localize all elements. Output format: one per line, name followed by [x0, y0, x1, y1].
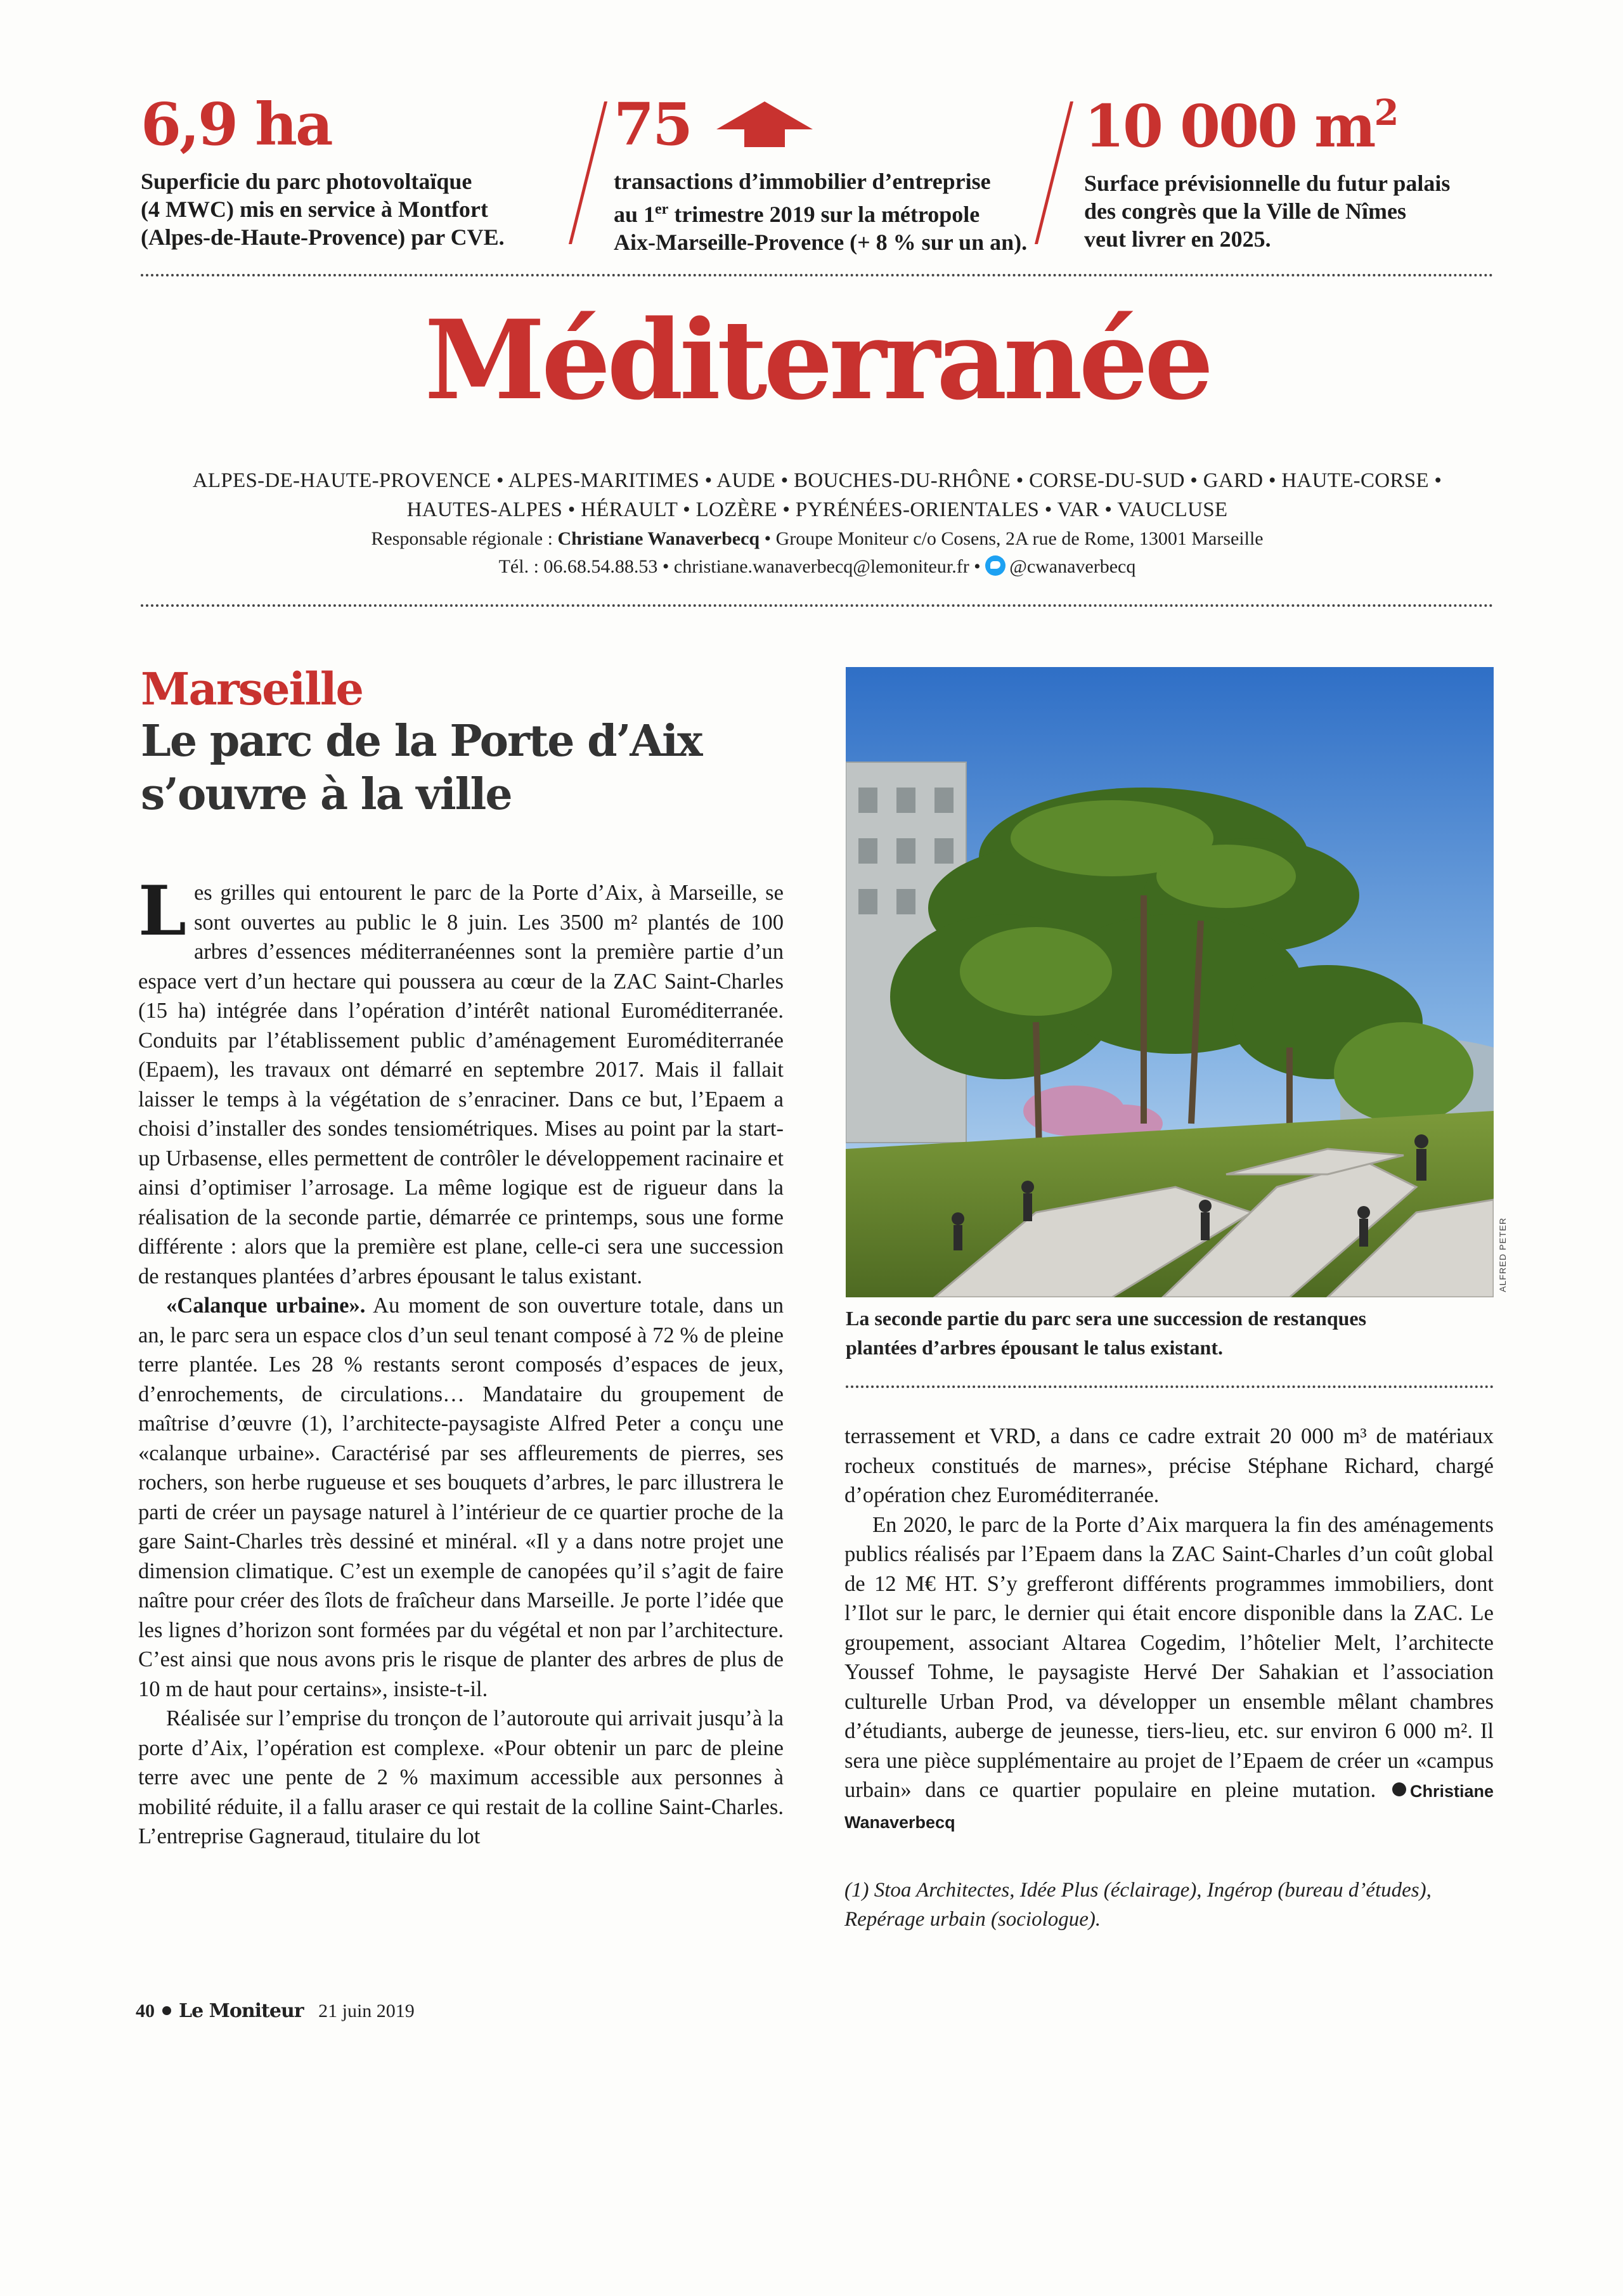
stat-desc-line: Superficie du parc photovoltaïque [141, 169, 472, 194]
issue-date: 21 juin 2019 [318, 2001, 415, 2021]
stat-value: 10 000 $m^2$ [1084, 92, 1397, 160]
stat-desc-line: (Alpes-de-Haute-Provence) par CVE. [141, 224, 505, 250]
trend-up-arrow-icon [714, 99, 815, 150]
contact-line [141, 553, 1494, 581]
article-signature: Christiane Wanaverbecq [844, 1782, 1494, 1832]
contact-line: Responsable régionale : Christiane Wanaverbecq • Groupe Moniteur c/o Cosens, 2A rue de Rome, 13001 Marseille [371, 528, 1264, 549]
stat-description [1084, 169, 1515, 253]
region-list-line: HAUTES-ALPES • HÉRAULT • LOZÈRE • PYRÉNÉES-ORIENTALES • VAR • VAUCLUSE [406, 498, 1228, 521]
article-body-left [138, 871, 784, 1852]
stat-description [614, 167, 1045, 256]
stat-block-1 [141, 90, 585, 251]
stat-block-3 [1084, 92, 1515, 253]
stat-desc-line: Aix-Marseille-Provence (+ 8 % sur un an). [614, 230, 1028, 255]
publication-name: Le Moniteur [179, 2000, 304, 2022]
park-illustration [846, 667, 1494, 1297]
footnote: (1) Stoa Architectes, Idée Plus (éclairage), Ingérop (bureau d’études), Repérage urbain (sociologue). [844, 1879, 1432, 1931]
twitter-bird-icon [985, 555, 1005, 576]
end-bullet-icon [1392, 1782, 1406, 1796]
contact-phone-email: Tél. : 06.68.54.88.53 • christiane.wanaverbecq@lemoniteur.fr • [498, 556, 986, 577]
regional-contact [141, 525, 1494, 581]
page-number: 40 [136, 2001, 155, 2021]
dotted-divider [141, 604, 1494, 607]
page-footer [136, 2000, 415, 2022]
contact-name: Christiane Wanaverbecq [557, 528, 760, 549]
paragraph: En 2020, le parc de la Porte d’Aix marquera la fin des aménagements publics réalisés par l’Epaem dans la ZAC Saint-Charles d’un coût global de 12 M€ HT. S’y grefferont différents programmes immobiliers, dont l’Ilot sur le parc, le dernier qui était encore disponible dans la ZAC. Le groupement, associant Altarea Cogedim, l’hôtelier Melt, l’architecte Youssef Tohme, le paysagiste Hervé Der Sahakian et l’association culturelle Urban Prod, va développer un ensemble mêlant chambres d’étudiants, auberge de jeunesse, tiers-lieu, etc. sur environ 6 000 m². Il sera une pièce supplémentaire au projet de l’Epaem de créer un «campus urbain» dans ce quartier populaire en pleine mutation. Christiane Wanaverbecq [844, 1512, 1494, 1832]
photo-credit: ALFRED PETER [1497, 1217, 1508, 1292]
stat-desc-line: (4 MWC) mis en service à Montfort [141, 197, 488, 222]
paragraph: Réalisée sur l’emprise du tronçon de l’autoroute qui arrivait jusqu’à la porte d’Aix, l’opération est complexe. «Pour obtenir un parc de pleine terre avec une pente de 2 % maximum accessible aux personnes à mobilité réduite, il a fallu araser ce qui restait de la colline Saint-Charles. L’entreprise Gagneraud, titulaire du lot [138, 1706, 784, 1848]
dotted-divider [846, 1385, 1494, 1388]
stat-desc-line: Surface prévisionnelle du futur palais [1084, 171, 1451, 196]
photo-caption: La seconde partie du parc sera une succession de restanques plantées d’arbres épousant le talus existant. [846, 1307, 1367, 1359]
region-list-line: ALPES-DE-HAUTE-PROVENCE • ALPES-MARITIMES • AUDE • BOUCHES-DU-RHÔNE • CORSE-DU-SUD • GARD • HAUTE-CORSE • [192, 469, 1442, 492]
paragraph: «Calanque urbaine». Au moment de son ouverture totale, dans un an, le parc sera un espace clos d’un seul tenant composé à 72 % de pleine terre plantée. Les 28 % restants seront composés d’espaces de jeux, d’enrochements, de circulations… Mandataire du groupement de maîtrise d’œuvre (1), l’architecte-paysagiste Alfred Peter a conçu une «calanque urbaine». Caractérisé par ses affleurements de pierres, ses rochers, son herbe rugueuse et ses bouquets d’arbres, le parc illustrera le parti de créer un paysage naturel à l’intérieur de ce quartier proche de la gare Saint-Charles très dessiné et minéral. «Il y a dans notre projet une dimension climatique. C’est un exemple de canopées qu’il s’agit de faire naître pour créer des îlots de fraîcheur dans Marseille. Je porte l’idée que les lignes d’horizon sont formées par du végétal et non par l’architecture. C’est ainsi que nous avons pris le risque de planter des arbres de plus de 10 m de haut pour certains», insiste-t-il. [138, 1294, 784, 1701]
stat-desc-line: veut livrer en 2025. [1084, 226, 1271, 252]
stat-desc-line: des congrès que la Ville de Nîmes [1084, 198, 1406, 224]
dotted-divider [141, 274, 1494, 276]
footer-bullet-icon [162, 2006, 171, 2015]
stat-block-2 [614, 90, 1045, 256]
paragraph: terrassement et VRD, a dans ce cadre extrait 20 000 m³ de matériaux rocheux constitués de marnes», précise Stéphane Richard, chargé d’opération chez Euroméditerranée. [844, 1424, 1494, 1507]
twitter-handle: @cwanaverbecq [1009, 556, 1136, 577]
stat-value: 75 [614, 90, 692, 159]
stat-description [141, 167, 585, 251]
park-photo [846, 667, 1494, 1297]
subhead: «Calanque urbaine». [166, 1294, 366, 1318]
article-body-right [844, 1422, 1494, 1837]
article-headline: Le parc de la Porte d’Aix s’ouvre à la ville [141, 716, 702, 820]
drop-cap: L [138, 871, 186, 951]
region-list [141, 466, 1494, 524]
article-kicker: Marseille [141, 663, 363, 715]
stat-desc-line: au 1er trimestre 2019 sur la métropole [614, 201, 980, 227]
stat-value: 6,9 ha [141, 90, 332, 159]
paragraph: Les grilles qui entourent le parc de la Porte d’Aix, à Marseille, se sont ouvertes au public le 8 juin. Les 3500 m² plantés de 100 arbres d’essences méditerranéennes sont la première partie d’un espace vert d’un hectare qui poussera au cœur de la ZAC Saint-Charles (15 ha) intégrée dans l’opération d’intérêt national Euroméditerranée. Conduits par l’établissement public d’aménagement Euroméditerranée (Epaem), les travaux ont démarré en septembre 2017. Mais il fallait laisser le temps à la végétation de s’enraciner. Dans ce but, l’Epaem a choisi d’installer des sondes tensiométriques. Mises au point par la start-up Urbasense, elles permettent de contrôler le développement racinaire et ainsi d’optimiser l’arrosage. La même logique est de rigueur dans la réalisation de la seconde partie, démarrée ce printemps, sous une forme différente : alors que la première est plane, celle-ci sera une succession de restanques plantées d’arbres épousant le talus existant. [138, 871, 784, 1288]
section-title: Méditerranée [424, 295, 1210, 424]
stat-desc-line: transactions d’immobilier d’entreprise [614, 169, 991, 194]
